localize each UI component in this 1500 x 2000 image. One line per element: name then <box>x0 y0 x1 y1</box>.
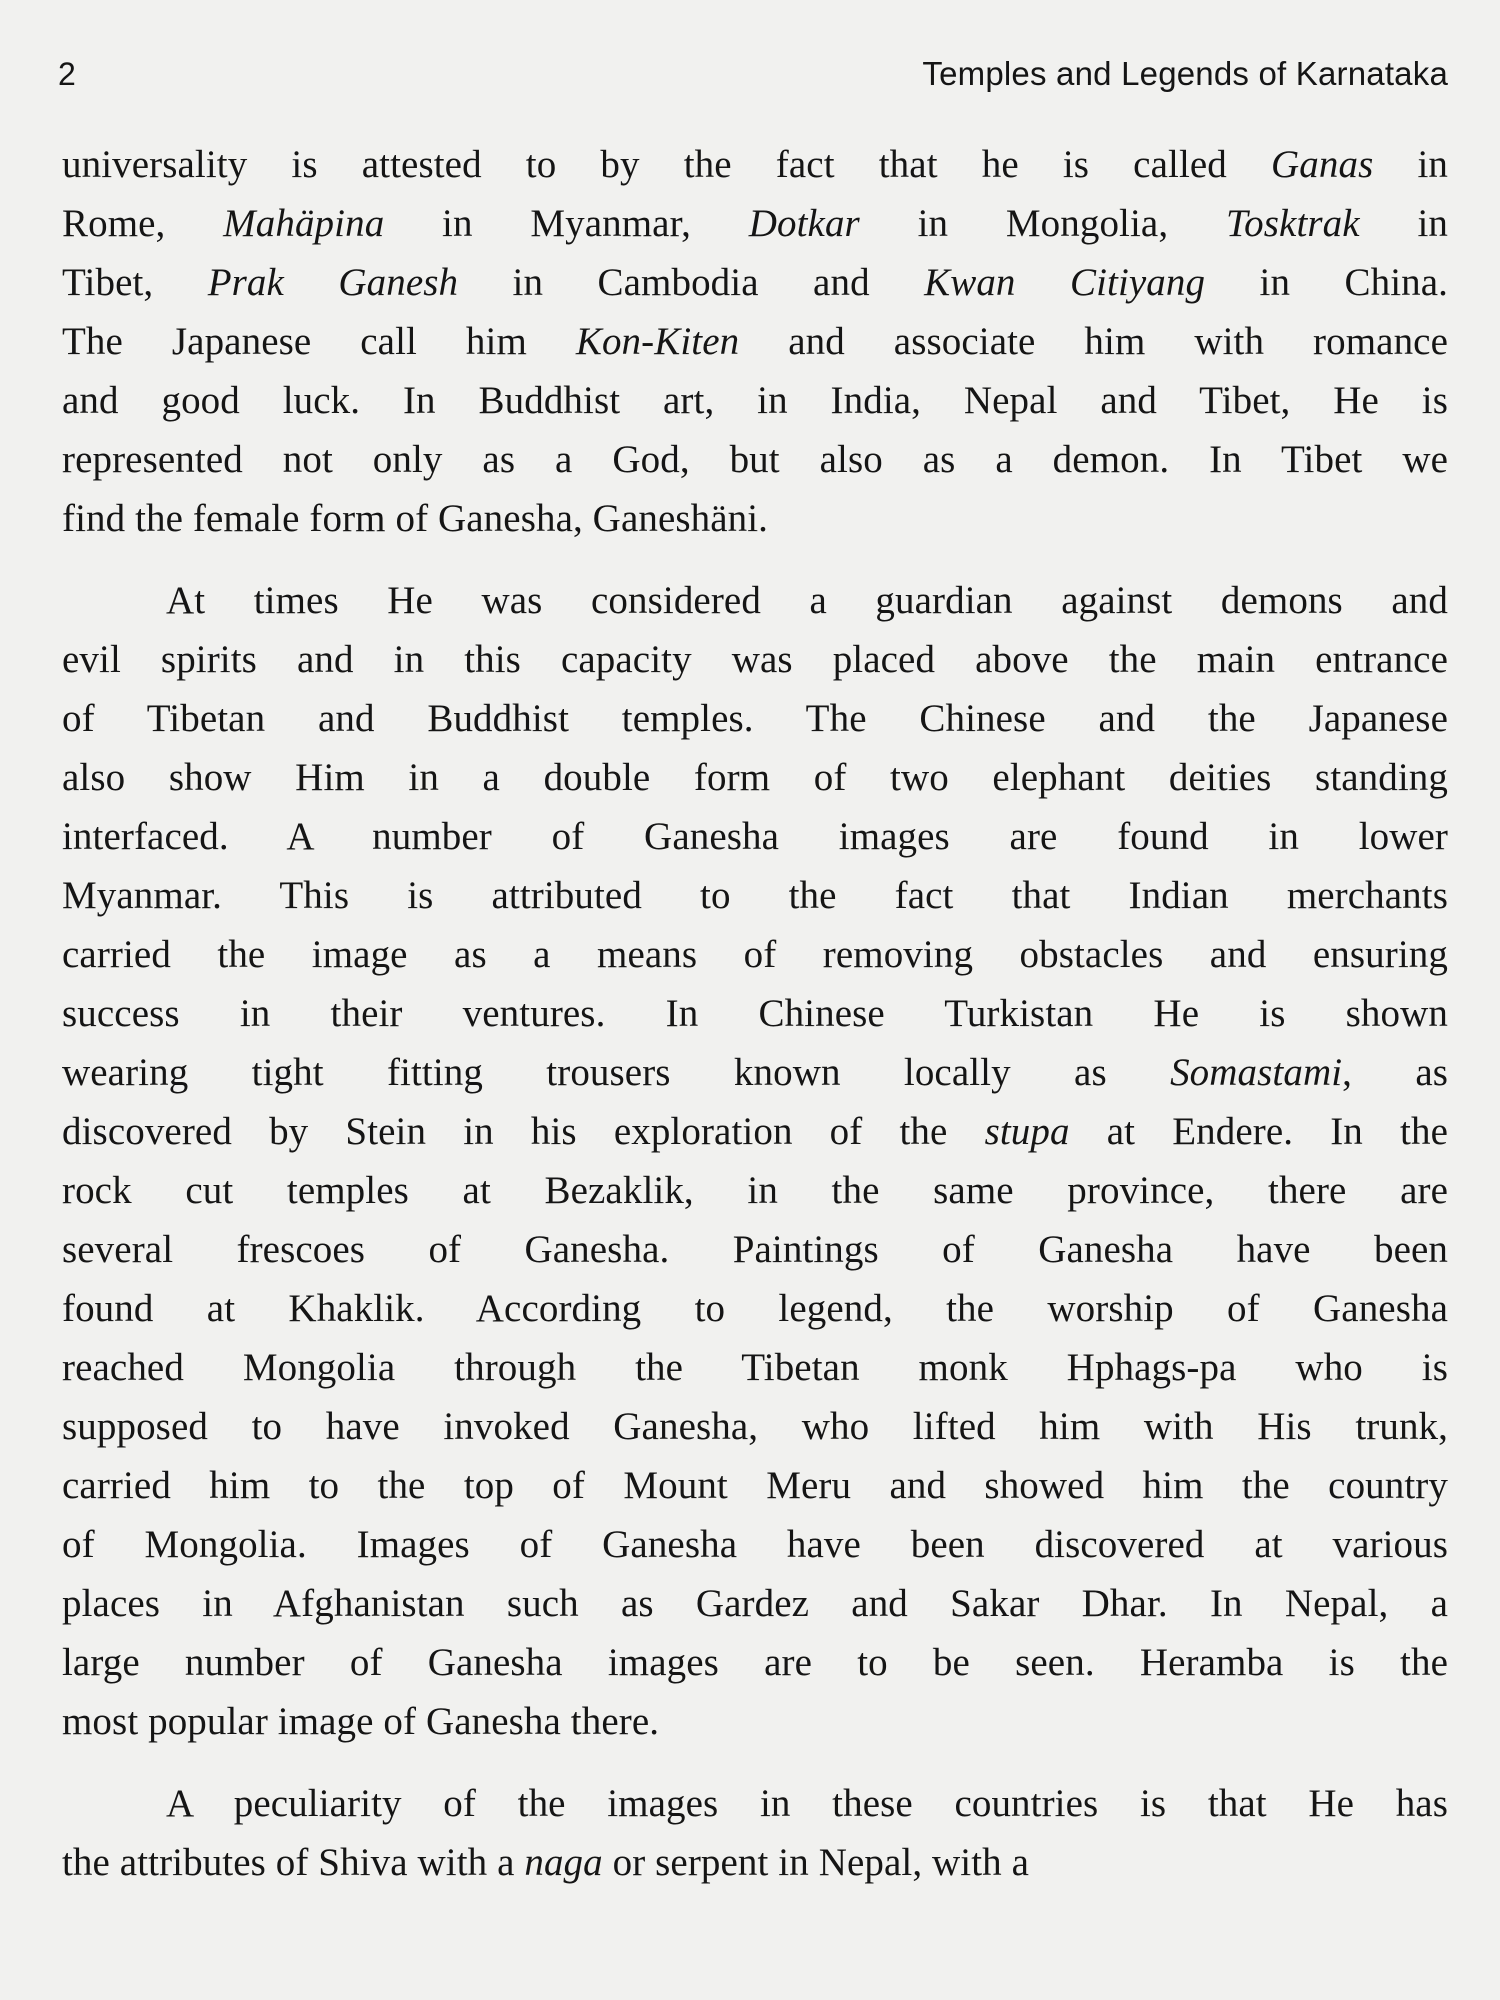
text-run: most popular image of Ganesha there. <box>62 1700 660 1743</box>
text-run: found at Khaklik. According to legend, the worship of Ganesha <box>62 1287 1448 1330</box>
text-line <box>62 1397 1448 1456</box>
text-line <box>62 866 1448 925</box>
text-line <box>62 1102 1448 1161</box>
text-run: discovered by Stein in his exploration of the <box>62 1110 985 1153</box>
text-run: Myanmar. This is attributed to the fact that Indian merchants <box>62 874 1448 917</box>
text-line <box>62 1456 1448 1515</box>
italic-term: stupa <box>984 1110 1070 1153</box>
text-run: represented not only as a God, but also as a demon. In Tibet we <box>62 438 1448 481</box>
italic-term: Prak Ganesh <box>207 261 459 304</box>
text-run: wearing tight fitting trousers known locally as <box>62 1051 1171 1094</box>
italic-term: Kwan Citiyang <box>924 261 1206 304</box>
text-line <box>62 807 1448 866</box>
text-line <box>62 1279 1448 1338</box>
text-run: evil spirits and in this capacity was placed above the main entrance <box>62 638 1448 681</box>
text-run: in China. <box>1205 261 1449 304</box>
text-run: in Myanmar, <box>384 202 749 245</box>
text-run: universality is attested to by the fact that he is called <box>62 143 1271 186</box>
text-run: carried the image as a means of removing obstacles and ensuring <box>62 933 1448 976</box>
text-line <box>62 1515 1448 1574</box>
text-run: The Japanese call him <box>62 320 576 363</box>
text-run: of Mongolia. Images of Ganesha have been discovered at various <box>62 1523 1448 1566</box>
text-run: or serpent in Nepal, with a <box>602 1841 1030 1884</box>
text-run: , as <box>1342 1051 1449 1094</box>
text-line <box>62 1833 1448 1892</box>
text-line <box>62 489 1448 548</box>
text-run: and good luck. In Buddhist art, in India, Nepal and Tibet, He is <box>62 379 1448 422</box>
text-line <box>62 312 1448 371</box>
italic-term: Tosktrak <box>1225 202 1360 245</box>
body-text <box>62 135 1448 1892</box>
text-run: large number of Ganesha images are to be seen. Heramba is the <box>62 1641 1448 1684</box>
italic-term: Kon-Kiten <box>575 320 740 363</box>
text-run: the attributes of Shiva with a <box>62 1841 525 1884</box>
text-line <box>62 253 1448 312</box>
text-line <box>62 630 1448 689</box>
text-run: of Tibetan and Buddhist temples. The Chinese and the Japanese <box>62 697 1448 740</box>
text-run: find the female form of Ganesha, Ganeshäni. <box>62 497 769 540</box>
book-title: Temples and Legends of Karnataka <box>922 55 1448 92</box>
text-line <box>62 371 1448 430</box>
text-run: supposed to have invoked Ganesha, who lifted him with His trunk, <box>62 1405 1448 1448</box>
text-line <box>62 689 1448 748</box>
text-run: also show Him in a double form of two elephant deities standing <box>62 756 1448 799</box>
text-line <box>62 984 1448 1043</box>
text-line <box>62 1338 1448 1397</box>
italic-term: Dotkar <box>748 202 860 245</box>
text-run: A peculiarity of the images in these countries is that He has <box>166 1782 1448 1825</box>
text-run: places in Afghanistan such as Gardez and Sakar Dhar. In Nepal, a <box>62 1582 1448 1625</box>
text-run: at Endere. In the <box>1069 1110 1448 1153</box>
text-run: interfaced. A number of Ganesha images are found in lower <box>62 815 1448 858</box>
italic-term: naga <box>524 1841 603 1884</box>
text-line <box>62 1774 1448 1833</box>
text-run: in Cambodia and <box>458 261 925 304</box>
text-run: reached Mongolia through the Tibetan monk Hphags-pa who is <box>62 1346 1448 1389</box>
text-line <box>62 925 1448 984</box>
text-run: and associate him with romance <box>739 320 1448 363</box>
text-line <box>62 748 1448 807</box>
text-line <box>62 1161 1448 1220</box>
text-run: carried him to the top of Mount Meru and showed him the country <box>62 1464 1448 1507</box>
text-run: success in their ventures. In Chinese Turkistan He is shown <box>62 992 1448 1035</box>
text-run: in Mongolia, <box>859 202 1226 245</box>
running-head <box>58 50 1448 98</box>
italic-term: Mahäpina <box>223 202 385 245</box>
text-line <box>62 194 1448 253</box>
text-line <box>62 1043 1448 1102</box>
text-line <box>62 1574 1448 1633</box>
text-run: Tibet, <box>62 261 208 304</box>
paragraph-gap <box>62 548 1448 571</box>
text-line <box>62 1692 1448 1751</box>
text-run: At times He was considered a guardian against demons and <box>166 579 1448 622</box>
page-number: 2 <box>58 55 76 92</box>
text-line <box>62 135 1448 194</box>
italic-term: Somastami <box>1170 1051 1343 1094</box>
text-line <box>62 430 1448 489</box>
text-run: rock cut temples at Bezaklik, in the same province, there are <box>62 1169 1448 1212</box>
paragraph-gap <box>62 1751 1448 1774</box>
italic-term: Ganas <box>1271 143 1374 186</box>
text-line <box>62 1220 1448 1279</box>
text-run: in <box>1373 143 1448 186</box>
text-line <box>62 571 1448 630</box>
text-run: in <box>1359 202 1448 245</box>
text-run: several frescoes of Ganesha. Paintings of Ganesha have been <box>62 1228 1448 1271</box>
text-run: Rome, <box>62 202 224 245</box>
text-line <box>62 1633 1448 1692</box>
